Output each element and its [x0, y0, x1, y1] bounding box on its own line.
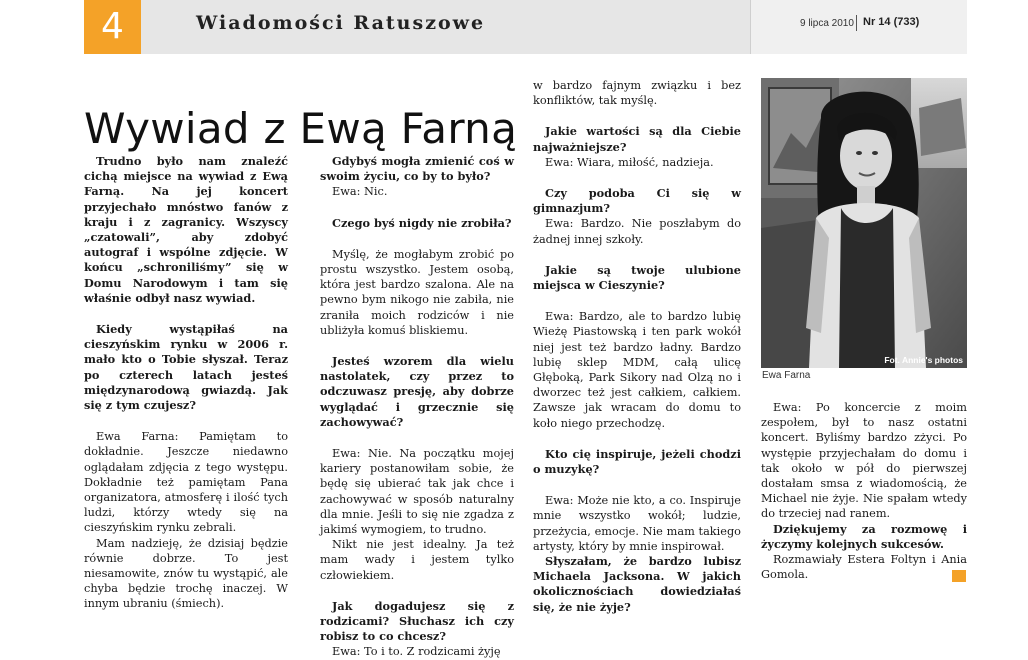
article-column-4: [761, 400, 967, 582]
answer-paragraph: Myślę, że mogłabym zrobić po prostu wszystko. Jestem osobą, która jest bardzo szalona. Ale na pewno bym nikogo nie zabiła, nie zraniła moich rodziców i nie ubliżyła komuś bliskiemu.: [320, 247, 514, 337]
answer-paragraph: Ewa: Bardzo. Nie poszłabym do żadnej innej szkoły.: [533, 217, 741, 246]
photo-caption: Ewa Farna: [762, 370, 811, 381]
answer-paragraph: Ewa: Może nie kto, a co. Inspiruje mnie wszystko wokół; ludzie, przeżycia, emocje. Nie mam takiego artysty, który by mnie inspirował.: [533, 494, 741, 553]
question-paragraph: Czego byś nigdy nie zrobiła?: [332, 215, 512, 230]
answer-paragraph: Ewa: Wiara, miłość, nadzieja.: [545, 155, 714, 169]
question-paragraph: Jakie wartości są dla Ciebie najważniejsze?: [533, 124, 741, 154]
portrait-photo: [761, 78, 967, 368]
question-paragraph: Dziękujemy za rozmowę i życzymy kolejnych sukcesów.: [761, 521, 967, 551]
page-number: 4: [84, 0, 141, 54]
answer-paragraph: Ewa: Nie. Na początku mojej kariery postanowiłam sobie, że będę się ubierać tak jak chce i zachowywać w sposób naturalny dla mnie. Jeśli to się nie zgadza z jakimś wymogiem, to trudno.: [320, 447, 514, 537]
portrait-image: [761, 78, 967, 368]
publication-name: Wiadomości Ratuszowe: [196, 12, 486, 34]
issue-date: 9 lipca 2010: [800, 18, 854, 29]
issue-number: Nr 14 (733): [863, 16, 920, 28]
page-header: [0, 0, 1028, 54]
answer-paragraph: w bardzo fajnym związku i bez konfliktów, tak myślę.: [533, 79, 741, 108]
header-info-box: [750, 0, 967, 54]
answer-paragraph: Ewa: Nic.: [332, 185, 388, 199]
question-paragraph: Jesteś wzorem dla wielu nastolatek, czy przez to odczuwasz presję, aby dobrze wyglądać i grzecznie się zachowywać?: [320, 354, 514, 429]
article-title: Wywiad z Ewą Farną: [84, 104, 518, 154]
answer-paragraph: Ewa Farna: Pamiętam to dokładnie. Jeszcze niedawno oglądałam zdjęcia z tego występu. Dokładnie też pamiętam Pana organizatora, atmosferę i ilość tych ludzi, którzy wtedy się na cieszyńskim rynku zebrali.: [84, 430, 288, 535]
question-paragraph: Kiedy wystąpiłaś na cieszyńskim rynku w 2006 r. mało kto o Tobie słyszał. Teraz po czterech latach jesteś międzynarodową gwiazdą. Jak się z tym czujesz?: [84, 322, 288, 413]
question-paragraph: Słyszałam, że bardzo lubisz Michaela Jacksona. W jakich okolicznościach dowiedziałaś się, że nie żyje?: [533, 554, 741, 614]
answer-paragraph: Ewa: To i to. Z rodzicami żyję: [332, 645, 501, 659]
question-paragraph: Trudno było nam znaleźć cichą miejsce na wywiad z Ewą Farną. Na jej koncert przyjechało mnóstwo fanów z kraju i z zagranicy. Wszyscy „czatowali”, aby zdobyć autograf i wspólne zdjęcie. W końcu „schroniliśmy” się w Domu Narodowym i tam się właśnie odbył nasz wywiad.: [84, 154, 288, 305]
article-column-2: [320, 154, 514, 660]
answer-paragraph: Mam nadzieję, że dzisiaj będzie równie dobrze. To jest niesamowite, znów tu wystąpić, ale chyba będzie trochę inaczej. W innym ubraniu (śmiech).: [84, 536, 288, 611]
answer-paragraph: Nikt nie jest idealny. Ja też mam wady i jestem tylko człowiekiem.: [320, 538, 514, 582]
question-paragraph: Czy podoba Ci się w gimnazjum?: [533, 186, 741, 216]
article-column-1: [84, 154, 288, 612]
question-paragraph: Kto cię inspiruje, jeżeli chodzi o muzykę?: [533, 446, 741, 477]
question-paragraph: Jak dogadujesz się z rodzicami? Słuchasz ich czy robisz to co chcesz?: [320, 598, 514, 644]
photo-credit: Fot. Annie's photos: [884, 355, 963, 365]
answer-paragraph: Ewa: Bardzo, ale to bardzo lubię Wieżę Piastowską i ten park wokół niej jest też bardzo ładny. Bardzo lubię sklep MDM, całą ulicę Głęboką, Park Sikory nad Olzą no i dworzec też jest całkiem, całkiem. Zawsze jak wracam do domu to koło niego przechodzę.: [533, 310, 741, 430]
question-paragraph: Gdybyś mogła zmienić coś w swoim życiu, co by to było?: [320, 154, 514, 184]
answer-paragraph: Rozmawiały Estera Foltyn i Ania Gomola.: [761, 553, 967, 582]
header-divider: [856, 15, 857, 31]
answer-paragraph: Ewa: Po koncercie z moim zespołem, był to nasz ostatni koncert. Byliśmy bardzo zżyci. Po występie przyjechałam do domu i tak około w pół do pierwszej dostałam smsa z wiadomością, że Michael nie żyje. Nie spałam wtedy do trzeciej nad ranem.: [761, 401, 967, 521]
end-of-article-mark: [952, 570, 966, 582]
article-column-3: [533, 78, 741, 615]
question-paragraph: Jakie są twoje ulubione miejsca w Cieszynie?: [533, 262, 741, 293]
